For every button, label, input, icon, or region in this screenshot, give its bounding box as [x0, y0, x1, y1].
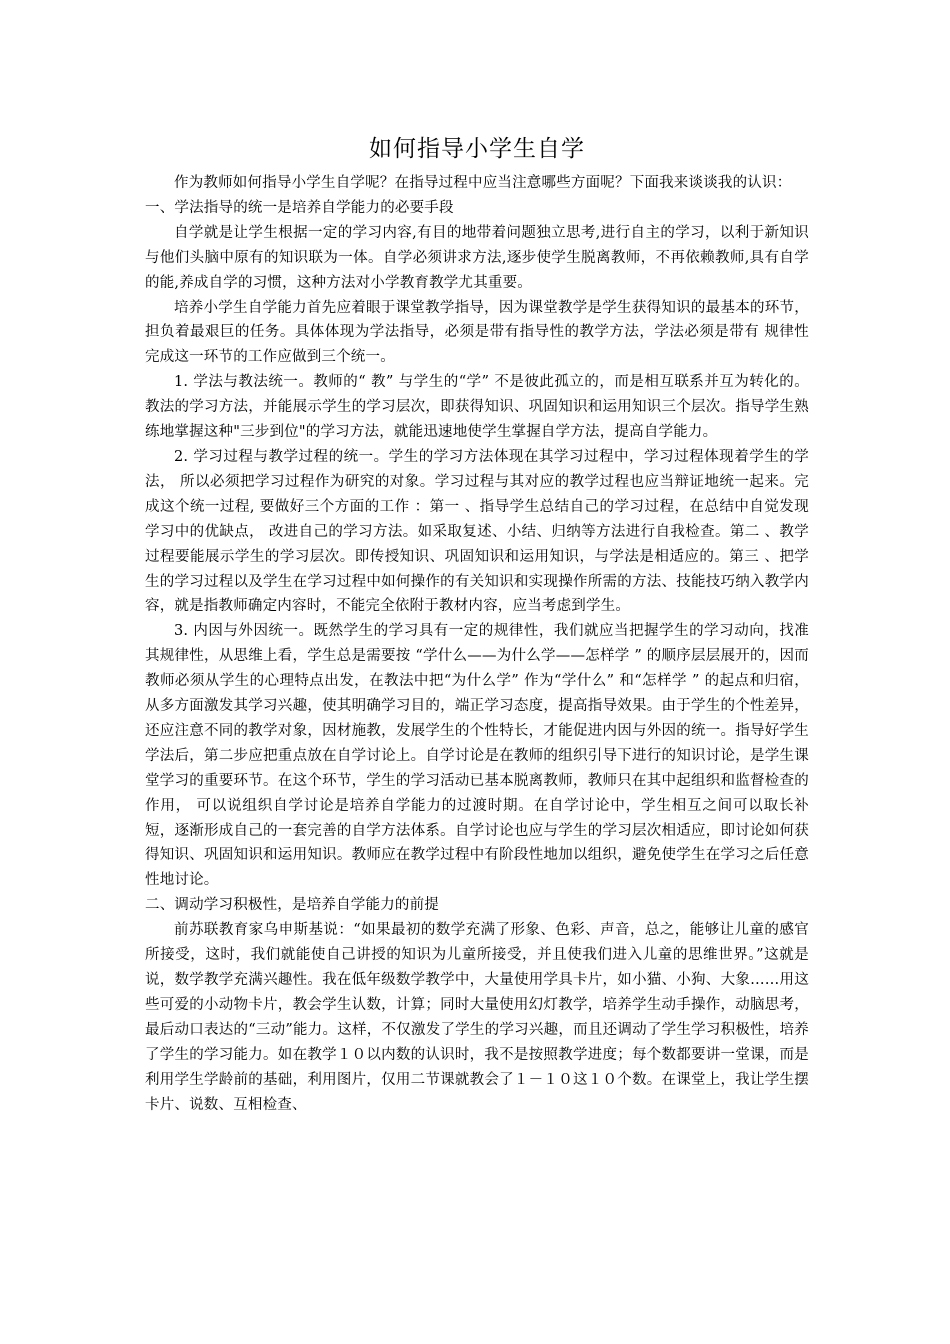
body-paragraph: 培养小学生自学能力首先应着眼于课堂教学指导，因为课堂教学是学生获得知识的最基本的环节，担负着最艰巨的任务。具体体现为学法指导，必须是带有指导性的教学方法，学法必须是带有 规律性完成这一环节的工作应做到三个统一。 — [145, 299, 809, 366]
section-heading: 二、调动学习积极性，是培养自学能力的前提 — [145, 897, 439, 914]
document-title: 如何指导小学生自学 — [369, 136, 585, 162]
body-paragraph: 前苏联教育家乌申斯基说：“如果最初的数学充满了形象、色彩、声音，总之，能够让儿童的感官所接受，这时，我们就能使自己讲授的知识为儿童所接受，并且使我们进入儿童的思维世界。”这就是说，数学教学充满兴趣性。我在低年级数学教学中，大量使用学具卡片，如小猫、小狗、大象……用这些可爱的小动物卡片，教会学生认数，计算；同时大量使用幻灯教学，培养学生动手操作，动脑思考，最后动口表达的“三动”能力。这样，不仅激发了学生的学习兴趣，而且还调动了学生学习积极性，培养了学生的学习能力。如在教学１０以内数的认识时，我不是按照教学进度；每个数都要讲一堂课，而是利用学生学龄前的基础，利用图片，仅用二节课就教会了１－１０这１０个数。在课堂上，我让学生摆卡片、说数、互相检查、 — [145, 922, 809, 1113]
body-paragraph: 2. 学习过程与教学过程的统一。学生的学习方法体现在其学习过程中，学习过程体现着学生的学法， 所以必须把学习过程作为研究的对象。学习过程与其对应的教学过程也应当辩证地统一起来。完成这个统一过程, 要做好三个方面的工作 ：第一 、指导学生总结自己的学习过程，在总结中自觉发现学习中的优缺点， 改进自己的学习方法。如采取复述、小结、归纳等方法进行自我检查。第二 、教学过程要能展示学生的学习层次。即传授知识、巩固知识和运用知识，与学法是相适应的。第三 、把学生的学习过程以及学生在学习过程中如何操作的有关知识和实现操作所需的方法、技能技巧纳入教学内容，就是指教师确定内容时，不能完全依附于教材内容，应当考虑到学生。 — [145, 448, 809, 615]
body-paragraph: 1. 学法与教法统一。教师的“ 教” 与学生的“学” 不是彼此孤立的，而是相互联系并互为转化的。教法的学习方法，并能展示学生的学习层次，即获得知识、巩固知识和运用知识三个层次。指导学生熟练地掌握这种"三步到位"的学习方法，就能迅速地使学生掌握自学方法，提高自学能力。 — [145, 374, 809, 441]
document-body — [145, 171, 809, 1117]
body-paragraph: 自学就是让学生根据一定的学习内容,有目的地带着问题独立思考,进行自主的学习，以利于新知识与他们头脑中原有的知识联为一体。自学必须讲求方法,逐步使学生脱离教师，不再依赖教师,具有自学的能,养成自学的习惯，这种方法对小学教育教学尤其重要。 — [145, 224, 809, 291]
document-page — [145, 128, 809, 1117]
body-paragraph: 3. 内因与外因统一。既然学生的学习具有一定的规律性，我们就应当把握学生的学习动向，找准其规律性，从思维上看，学生总是需要按 “学什么——为什么学——怎样学 ” 的顺序层层展开的，因而教师必须从学生的心理特点出发，在教法中把“为什么学” 作为“学什么” 和“怎样学 ” 的起点和归宿，从多方面激发其学习兴趣，使其明确学习目的，端正学习态度，提高指导效果。由于学生的个性差异，还应注意不同的教学对象，因材施教，发展学生的个性特长，才能促进内因与外因的统一。指导好学生学法后，第二步应把重点放在自学讨论上。自学讨论是在教师的组织引导下进行的知识讨论，是学生课堂学习的重要环节。在这个环节，学生的学习活动已基本脱离教师，教师只在其中起组织和监督检查的作用， 可以说组织自学讨论是培养自学能力的过渡时期。在自学讨论中，学生相互之间可以取长补短，逐渐形成自己的一套完善的自学方法体系。自学讨论也应与学生的学习层次相适应，即讨论如何获得知识、巩固知识和运用知识。教师应在教学过程中有阶段性地加以组织，避免使学生在学习之后任意性地讨论。 — [145, 623, 809, 889]
body-paragraph: 作为教师如何指导小学生自学呢？在指导过程中应当注意哪些方面呢？下面我来谈谈我的认识： — [174, 175, 792, 191]
section-heading: 一、学法指导的统一是培养自学能力的必要手段 — [145, 199, 454, 216]
